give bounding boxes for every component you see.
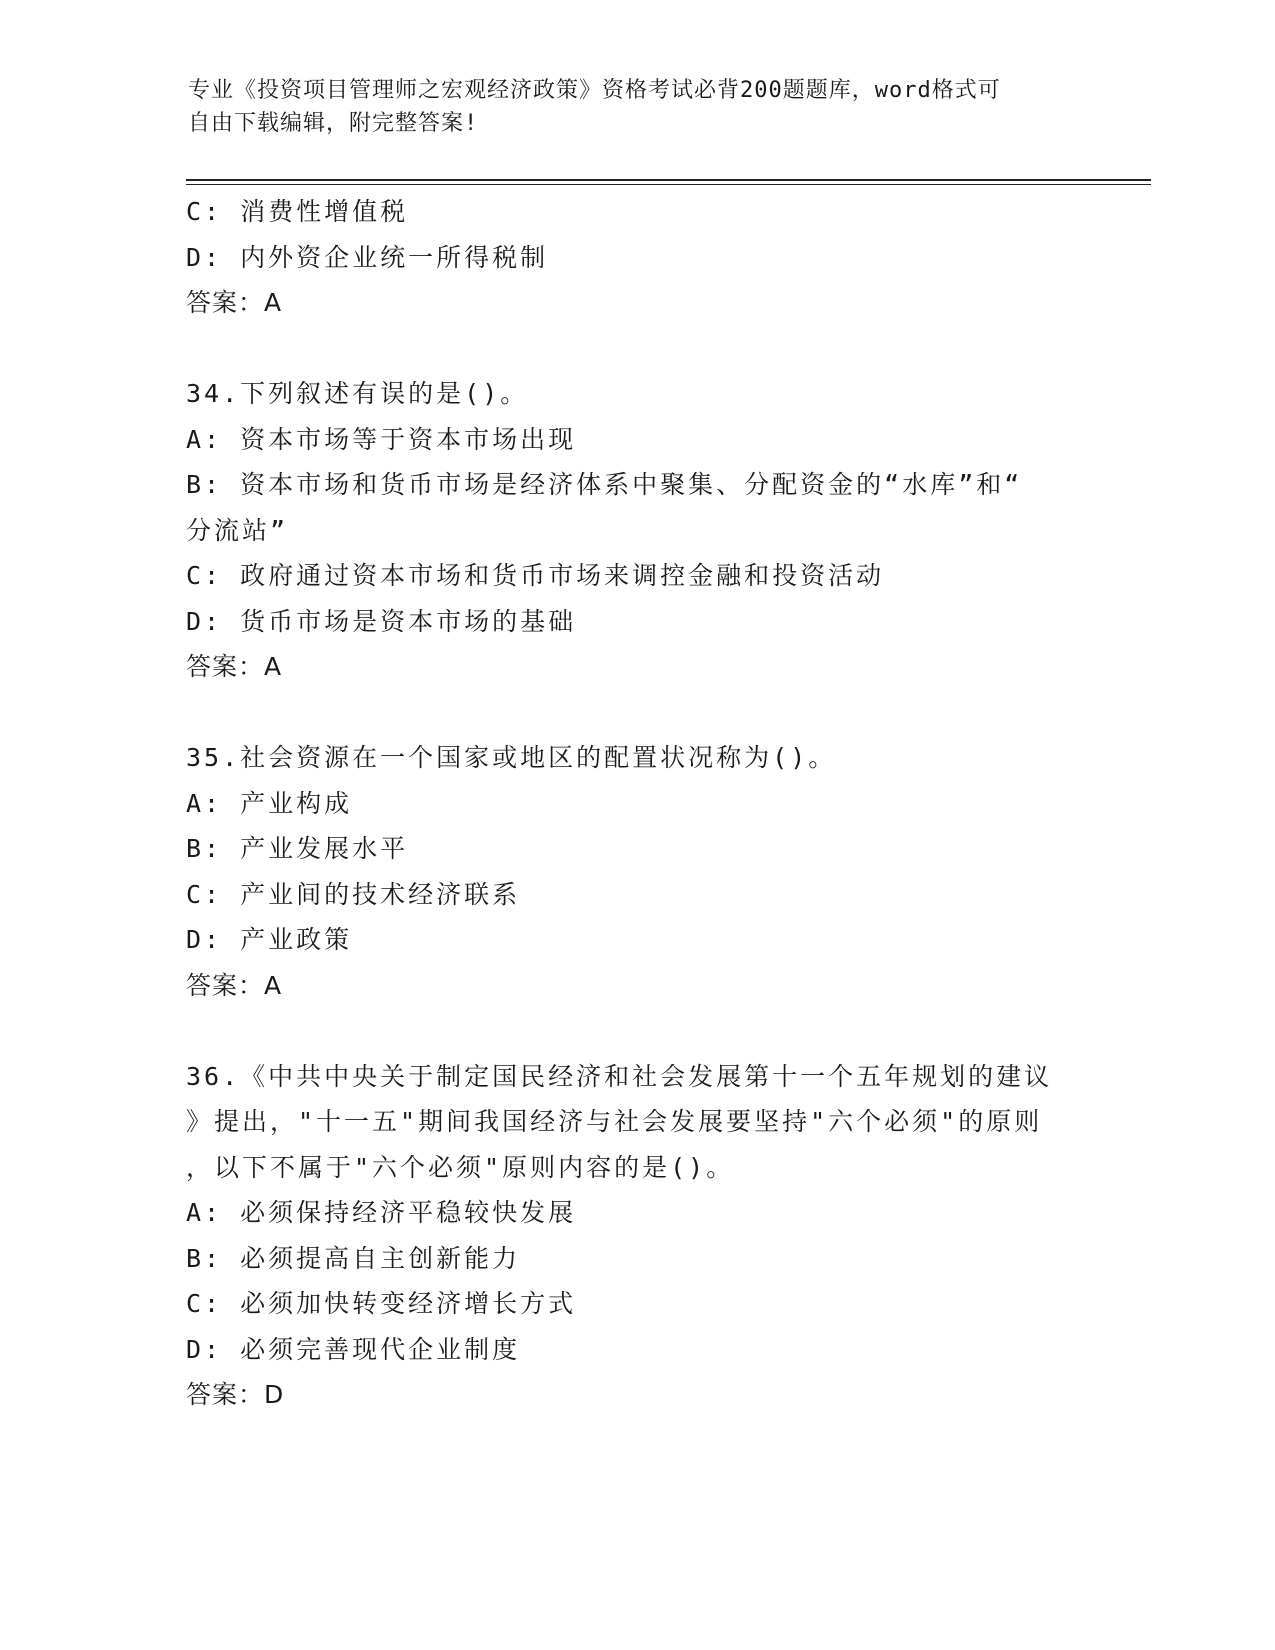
- header-divider-thin: [186, 184, 1151, 185]
- answer-line: 答案：A: [186, 970, 283, 1000]
- document-header: [188, 74, 1068, 140]
- question-block-continued: [186, 189, 1086, 326]
- option-d: D: 产业政策: [186, 925, 353, 954]
- option-c: C: 消费性增值税: [186, 197, 409, 226]
- answer-line: 答案：A: [186, 652, 283, 681]
- option-b: B: 必须提高自主创新能力: [186, 1243, 521, 1273]
- option-d: D: 货币市场是资本市场的基础: [186, 606, 577, 636]
- answer-line: 答案：A: [186, 288, 283, 317]
- question-text-continuation: 》提出，"十一五"期间我国经济与社会发展要坚持"六个必须"的原则: [186, 1107, 1043, 1136]
- option-b: B: 产业发展水平: [186, 834, 409, 863]
- option-a: A: 产业构成: [186, 788, 353, 818]
- header-divider-thick: [186, 179, 1151, 181]
- spacer: [186, 326, 1086, 372]
- option-c: C: 必须加快转变经济增长方式: [186, 1289, 577, 1318]
- question-list: [186, 189, 1086, 1418]
- option-d: D: 必须完善现代企业制度: [186, 1334, 521, 1364]
- option-b: B: 资本市场和货币市场是经济体系中聚集、分配资金的“水库”和“: [186, 470, 1023, 499]
- question-text: 35.社会资源在一个国家或地区的配置状况称为()。: [186, 743, 837, 772]
- question-block-34: [186, 371, 1086, 690]
- option-a: A: 资本市场等于资本市场出现: [186, 424, 577, 454]
- question-block-36: [186, 1054, 1086, 1418]
- question-text: 36.《中共中央关于制定国民经济和社会发展第十一个五年规划的建议: [186, 1061, 1053, 1091]
- answer-line: 答案：D: [186, 1380, 285, 1409]
- question-block-35: [186, 735, 1086, 1008]
- question-text-continuation: ，以下不属于"六个必须"原则内容的是()。: [186, 1152, 735, 1182]
- spacer: [186, 690, 1086, 736]
- option-a: A: 必须保持经济平稳较快发展: [186, 1198, 577, 1227]
- spacer: [186, 1008, 1086, 1054]
- option-d: D: 内外资企业统一所得税制: [186, 242, 549, 272]
- question-text: 34.下列叙述有误的是()。: [186, 379, 529, 408]
- header-line-2: 自由下载编辑，附完整答案!: [188, 111, 479, 136]
- option-b-continuation: 分流站”: [186, 515, 289, 545]
- header-line-1: 专业《投资项目管理师之宏观经济政策》资格考试必背200题题库，word格式可: [188, 78, 1001, 103]
- option-c: C: 政府通过资本市场和货币市场来调控金融和投资活动: [186, 561, 885, 590]
- option-c: C: 产业间的技术经济联系: [186, 879, 521, 909]
